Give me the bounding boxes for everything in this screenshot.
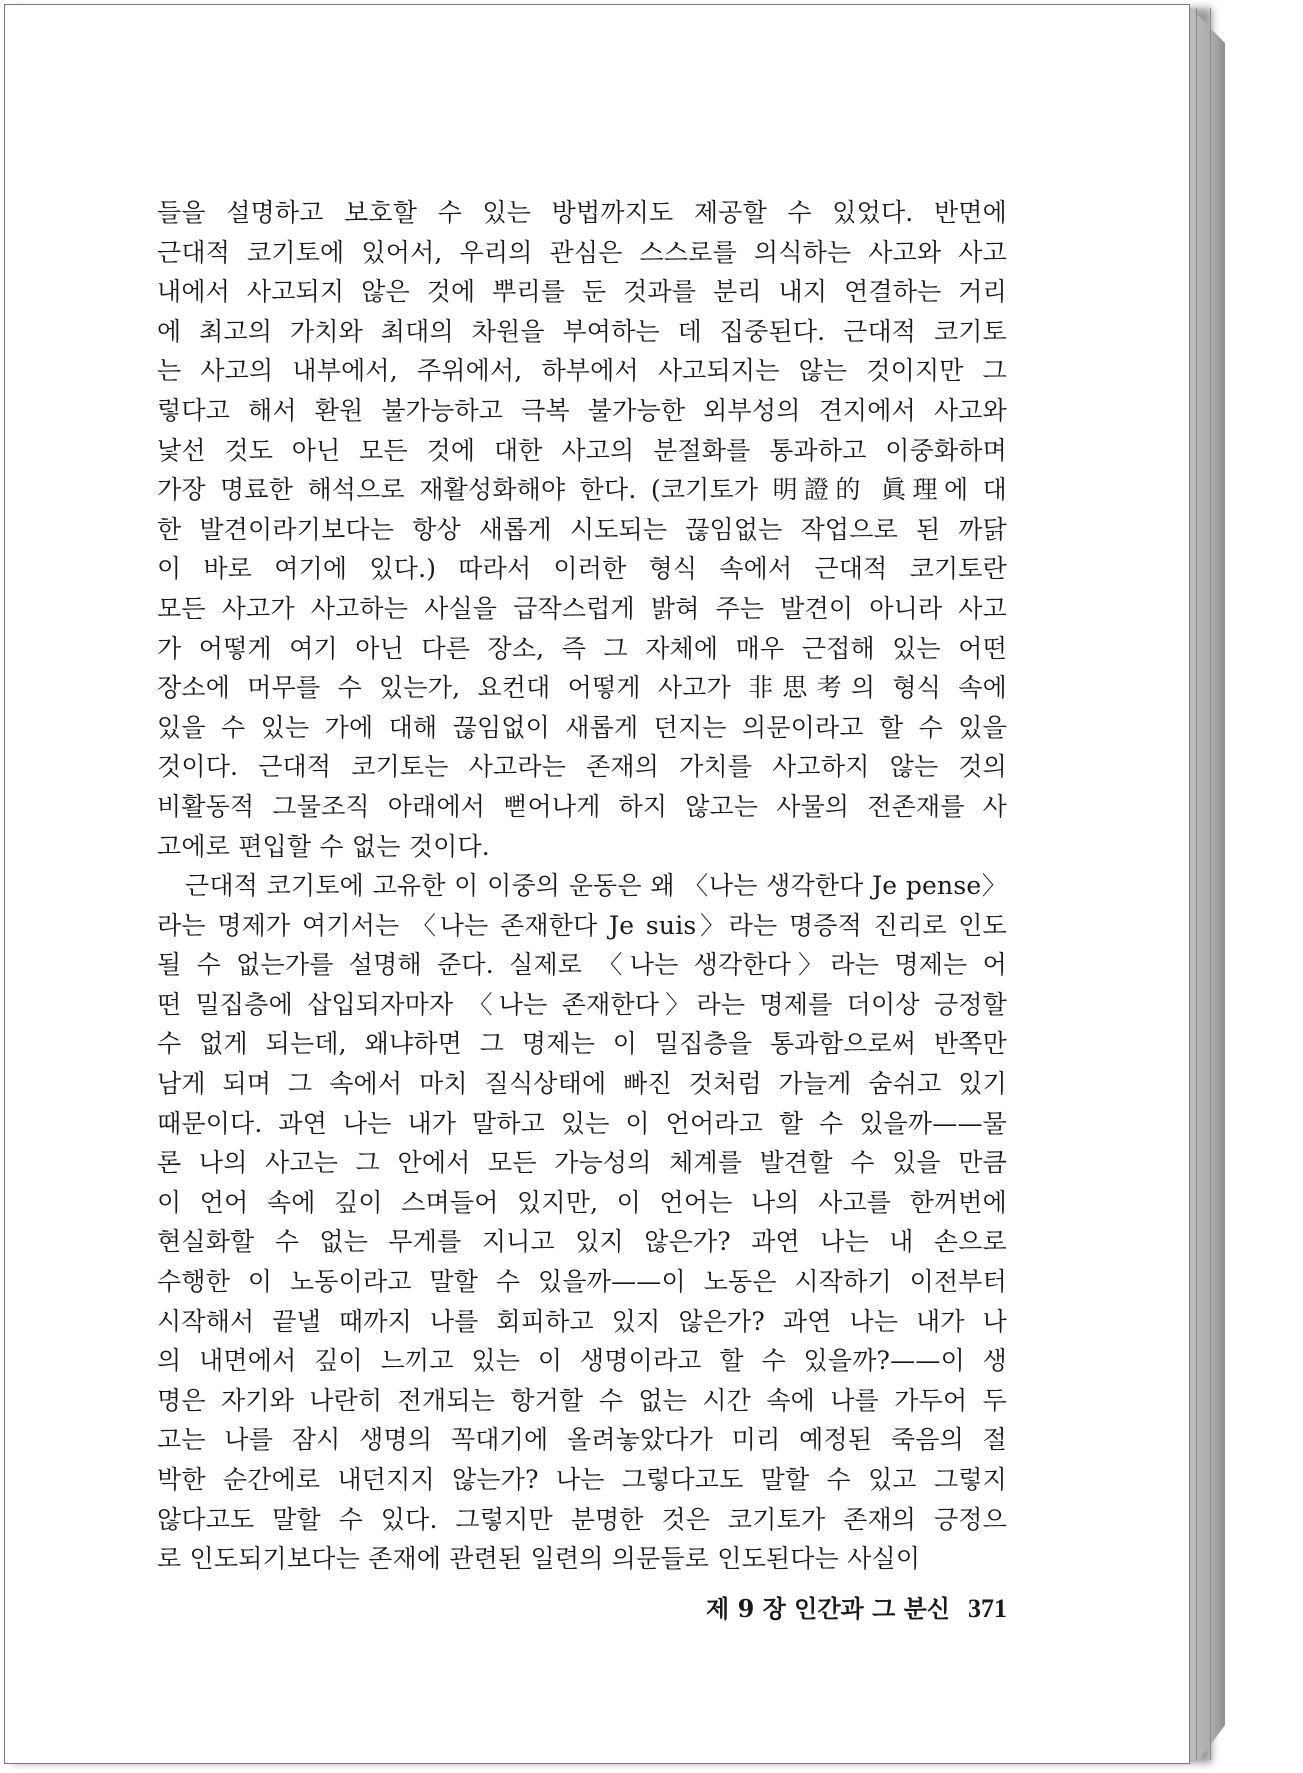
book-page	[4, 4, 1190, 1764]
text-line: 될 수 없는가를 설명해 준다. 실제로 〈나는 생각한다〉라는 명제는 어	[157, 950, 1007, 980]
text-line: 수행한 이 노동이라고 말할 수 있을까——이 노동은 시작하기 이전부터	[157, 1267, 1007, 1297]
text-line: 는 사고의 내부에서, 주위에서, 하부에서 사고되지는 않는 것이지만 그	[157, 356, 1007, 386]
text-line: 것이다. 근대적 코기토는 사고라는 존재의 가치를 사고하지 않는 것의	[157, 752, 1007, 782]
text-line: 모든 사고가 사고하는 사실을 급작스럽게 밝혀 주는 발견이 아니라 사고	[157, 593, 1007, 623]
paragraph	[157, 193, 1007, 866]
text-line: 에 최고의 가치와 최대의 차원을 부여하는 데 집중된다. 근대적 코기토	[157, 316, 1007, 346]
text-line: 론 나의 사고는 그 안에서 모든 가능성의 체계를 발견할 수 있을 만큼	[157, 1148, 1007, 1178]
text-line: 렇다고 해서 환원 불가능하고 극복 불가능한 외부성의 견지에서 사고와	[157, 395, 1007, 425]
body-text	[157, 193, 1007, 1579]
text-line: 내에서 사고되지 않은 것에 뿌리를 둔 것과를 분리 내지 연결하는 거리	[157, 277, 1007, 307]
text-line: 고에로 편입할 수 없는 것이다.	[157, 831, 490, 861]
page-number: 371	[968, 1594, 1007, 1623]
text-line: 수 없게 되는데, 왜냐하면 그 명제는 이 밀집층을 통과함으로써 반쪽만	[157, 1029, 1007, 1059]
page-edge-line	[1210, 8, 1211, 1760]
chapter-title: 제 9 장 인간과 그 분신	[706, 1594, 950, 1623]
text-line: 현실화할 수 없는 무게를 지니고 있지 않은가? 과연 나는 내 손으로	[157, 1227, 1007, 1257]
text-line: 때문이다. 과연 나는 내가 말하고 있는 이 언어라고 할 수 있을까——물	[157, 1108, 1007, 1138]
text-line: 낯선 것도 아닌 모든 것에 대한 사고의 분절화를 통과하고 이중화하며	[157, 435, 1007, 465]
text-line: 의 내면에서 깊이 느끼고 있는 이 생명이라고 할 수 있을까?——이 생	[157, 1346, 1007, 1376]
text-line: 비활동적 그물조직 아래에서 뻗어나게 하지 않고는 사물의 전존재를 사	[157, 791, 1007, 821]
text-line: 근대적 코기토에 고유한 이 이중의 운동은 왜 〈나는 생각한다 Je pense〉	[185, 871, 1007, 901]
text-line: 이 바로 여기에 있다.) 따라서 이러한 형식 속에서 근대적 코기토란	[157, 554, 1007, 584]
text-line: 가 어떻게 여기 아닌 다른 장소, 즉 그 자체에 매우 근접해 있는 어떤	[157, 633, 1007, 663]
text-line: 박한 순간에로 내던지지 않는가? 나는 그렇다고도 말할 수 있고 그렇지	[157, 1465, 1007, 1494]
text-line: 이 언어 속에 깊이 스며들어 있지만, 이 언어는 나의 사고를 한꺼번에	[157, 1187, 1007, 1217]
text-line: 명은 자기와 나란히 전개되는 항거할 수 없는 시간 속에 나를 가두어 두	[157, 1385, 1007, 1415]
text-line: 않다고도 말할 수 있다. 그렇지만 분명한 것은 코기토가 존재의 긍정으	[157, 1504, 1007, 1534]
text-line: 로 인도되기보다는 존재에 관련된 일련의 의문들로 인도된다는 사실이	[157, 1544, 921, 1574]
page-edge-line	[1196, 8, 1197, 1760]
running-footer	[655, 1589, 1007, 1629]
text-line: 고는 나를 잠시 생명의 꼭대기에 올려놓았다가 미리 예정된 죽음의 절	[157, 1425, 1007, 1455]
text-line: 한 발견이라기보다는 항상 새롭게 시도되는 끊임없는 작업으로 된 까닭	[157, 514, 1007, 544]
text-line: 들을 설명하고 보호할 수 있는 방법까지도 제공할 수 있었다. 반면에	[157, 198, 1007, 227]
text-line: 라는 명제가 여기서는 〈나는 존재한다 Je suis〉라는 명증적 진리로 인도	[157, 910, 1007, 940]
paragraph	[157, 866, 1007, 1579]
text-line: 남게 되며 그 속에서 마치 질식상태에 빠진 것처럼 가늘게 숨쉬고 있기	[157, 1069, 1007, 1099]
text-line: 떤 밀집층에 삽입되자마자 〈나는 존재한다〉라는 명제를 더이상 긍정할	[157, 989, 1007, 1019]
text-line: 가장 명료한 해석으로 재활성화해야 한다. (코기토가 明證的 眞理에 대	[157, 475, 1007, 505]
text-line: 시작해서 끝낼 때까지 나를 회피하고 있지 않은가? 과연 나는 내가 나	[157, 1306, 1007, 1336]
text-line: 있을 수 있는 가에 대해 끊임없이 새롭게 던지는 의문이라고 할 수 있을	[157, 712, 1007, 742]
text-line: 장소에 머무를 수 있는가, 요컨대 어떻게 사고가 非思考의 형식 속에	[157, 673, 1007, 703]
text-line: 근대적 코기토에 있어서, 우리의 관심은 스스로를 의식하는 사고와 사고	[157, 237, 1007, 267]
